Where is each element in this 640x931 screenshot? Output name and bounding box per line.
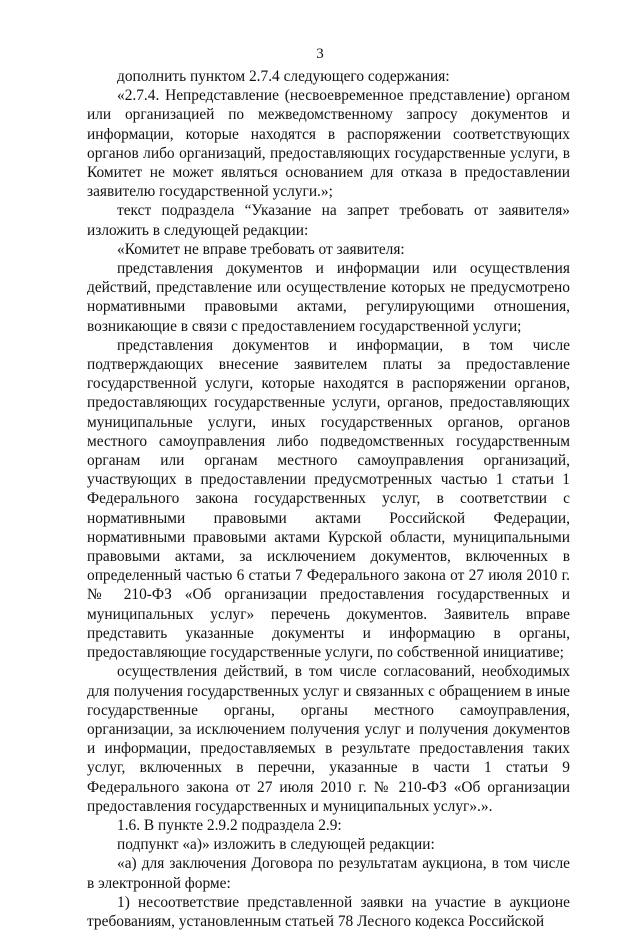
- paragraph-subclause-a: подпункт «а)» изложить в следующей редакции:: [117, 836, 435, 854]
- paragraph-documents-information: представления документов и информации, в том числе подтверждающих внесение заявителем платы за предоставление государственной услуги, которые находятся в распоряжении органов, предоставляющих государственные услуги, органов, предоставляющих муниципальные услуги, иных государственных органов, органов местного самоуправления либо подведомственных государственным органам или органам местного самоуправления организаций, участвующих в предоставлении предусмотренных частью 1 статьи 1 Федерального закона государственных услуг, в соответствии с нормативными правовыми актами Российской Федерации, нормативными правовыми актами Курской области, муниципальными правовыми актами, за исключением документов, включенных в определенный частью 6 статьи 7 Федерального закона от 27 июля 2010 г. № 210-ФЗ «Об организации предоставления государственных и муниципальных услуг» перечень документов. Заявитель вправе представить указанные документы и информацию в органы, предоставляющие государственные услуги, по собственной инициативе;: [87, 336, 570, 662]
- document-body: [87, 67, 570, 931]
- paragraph-documents-actions: представления документов и информации или осуществления действий, представление или осуществление которых не предусмотрено нормативными правовыми актами, регулирующими отношения, возникающие в связи с предоставлением государственной услуги;: [87, 260, 570, 335]
- paragraph-2-7-4: «2.7.4. Непредставление (несвоевременное представление) органом или организацией по межведомственному запросу документов и информации, которые находятся в распоряжении соответствующих органов либо организаций, предоставляющих государственные услуги, в Комитет не может являться основанием для отказа в предоставлении заявителю государственной услуги.»;: [87, 87, 570, 201]
- paragraph-amend-intro: дополнить пунктом 2.7.4 следующего содержания:: [117, 68, 450, 85]
- paragraph-item-1: 1) несоответствие представленной заявки на участие в аукционе требованиям, установленным статьей 78 Лесного кодекса Российской: [87, 893, 570, 930]
- paragraph-committee-not-entitled: «Комитет не вправе требовать от заявителя:: [117, 240, 405, 258]
- paragraph-clause-1-6: 1.6. В пункте 2.9.2 подраздела 2.9:: [117, 816, 342, 834]
- page-number: 3: [316, 46, 324, 62]
- paragraph-actions-approvals: осуществления действий, в том числе согласований, необходимых для получения государственных услуг и связанных с обращением в иные государственные органы, органы местного самоуправления, организации, за исключением получения услуг и получения документов и информации, предоставляемых в результате предоставления таких услуг, включенных в перечни, указанные в части 1 статьи 9 Федерального закона от 27 июля 2010 г. № 210-ФЗ «Об организации предоставления государственных и муниципальных услуг».».: [87, 663, 570, 815]
- paragraph-subsection-text: текст подраздела “Указание на запрет требовать от заявителя» изложить в следующей редакции:: [87, 202, 570, 239]
- paragraph-contract-conclusion: «а) для заключения Договора по результатам аукциона, в том числе в электронной форме:: [87, 855, 570, 892]
